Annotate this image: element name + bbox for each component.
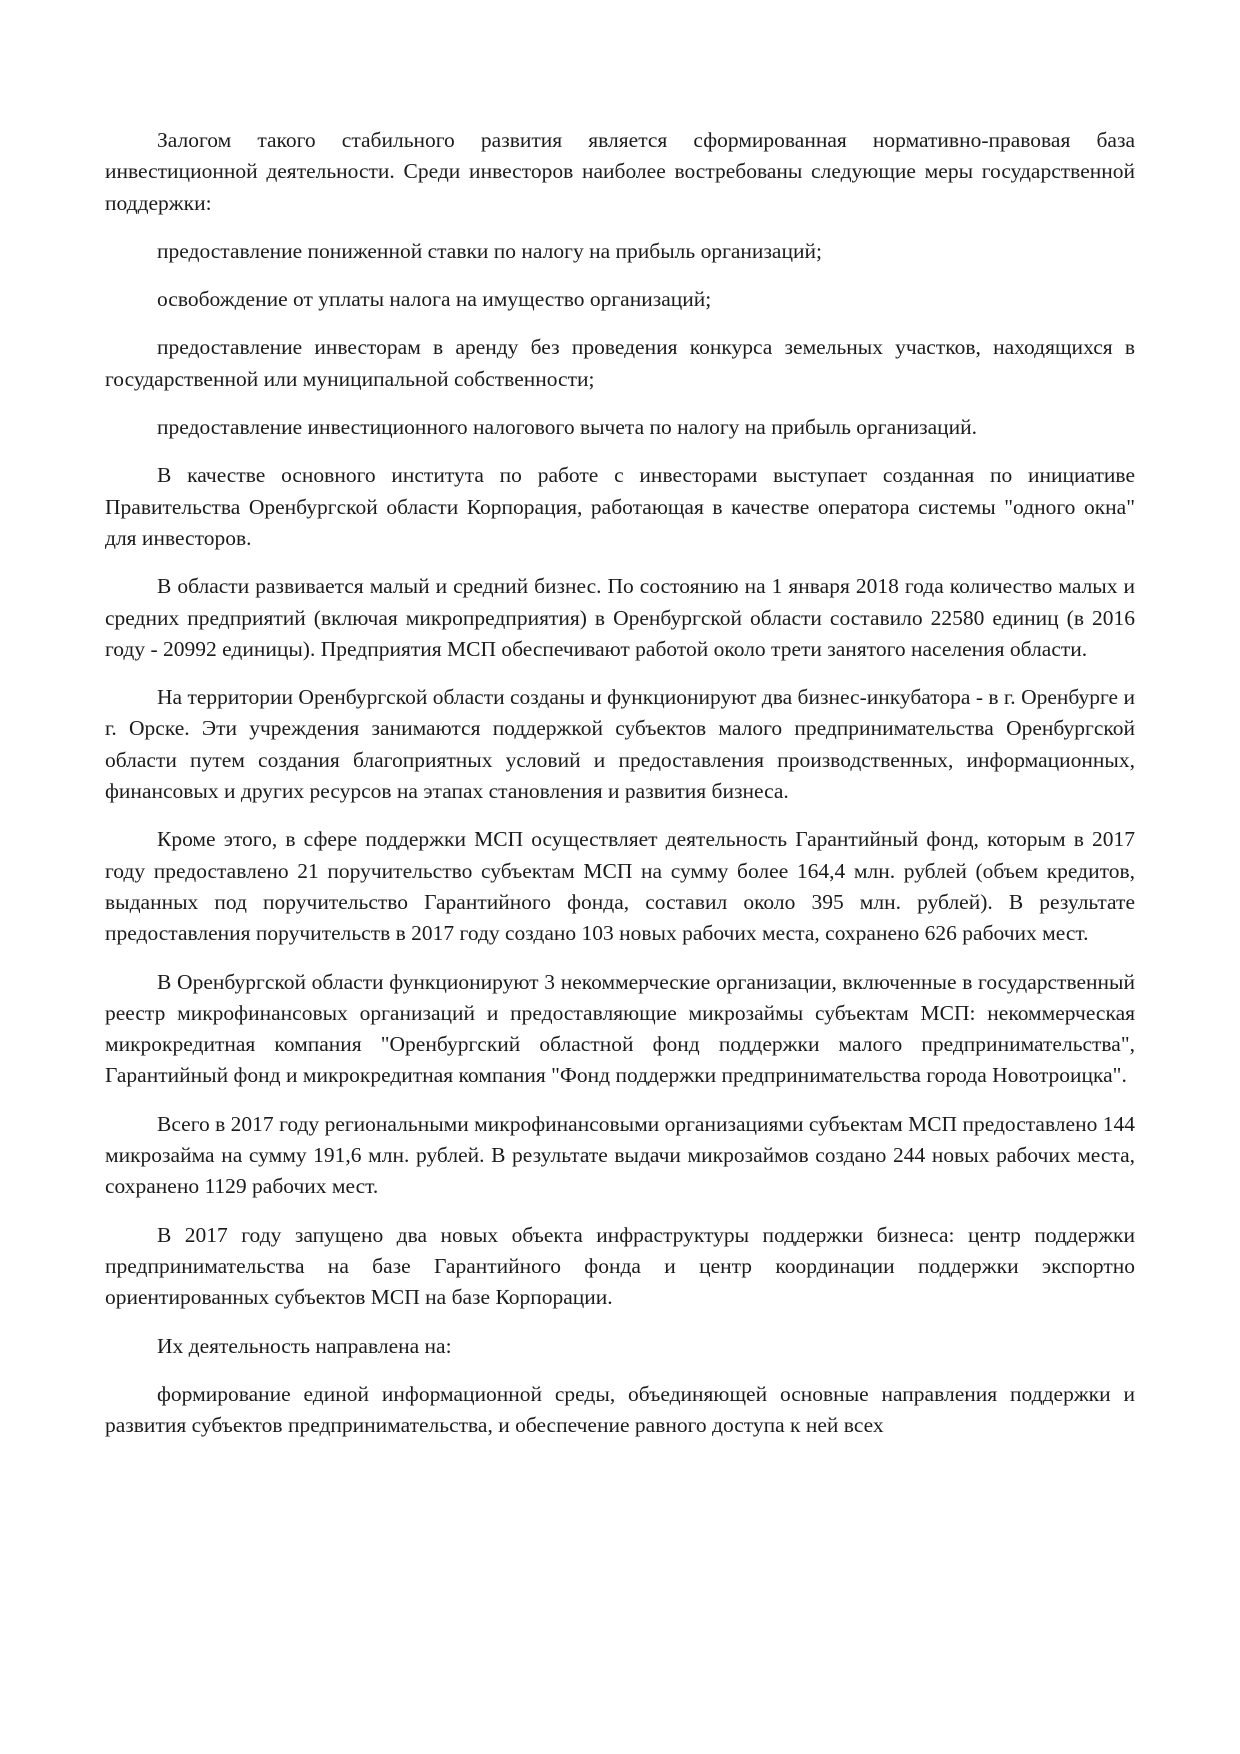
paragraph-5: предоставление инвестиционного налогового вычета по налогу на прибыль организаций. bbox=[157, 415, 978, 440]
document-text-column bbox=[105, 125, 1135, 1441]
paragraph-8: На территории Оренбургской области созданы и функционируют два бизнес-инкубатора - в г. Оренбурге и г. Орске. Эти учреждения занимаются поддержкой субъектов малого предпринимательства Оренбургской области путем создания благоприятных условий и предоставления производственных, информационных, финансовых и других ресурсов на этапах становления и развития бизнеса. bbox=[105, 685, 1135, 804]
paragraph-10: В Оренбургской области функционируют 3 некоммерческие организации, включенные в государственный реестр микрофинансовых организаций и предоставляющие микрозаймы субъектам МСП: некоммерческая микрокредитная компания "Оренбургский областной фонд поддержки малого предпринимательства", Гарантийный фонд и микрокредитная компания "Фонд поддержки предпринимательства города Новотроицка". bbox=[105, 969, 1135, 1088]
paragraph-12: В 2017 году запущено два новых объекта инфраструктуры поддержки бизнеса: центр поддержки предпринимательства на базе Гарантийного фонда и центр координации поддержки экспортно ориентированных субъектов МСП на базе Корпорации. bbox=[105, 1222, 1135, 1310]
paragraph-4: предоставление инвесторам в аренду без проведения конкурса земельных участков, находящихся в государственной или муниципальной собственности; bbox=[105, 335, 1135, 391]
paragraph-9: Кроме этого, в сфере поддержки МСП осуществляет деятельность Гарантийный фонд, которым в 2017 году предоставлено 21 поручительство субъектам МСП на сумму более 164,4 млн. рублей (объем кредитов, выданных под поручительство Гарантийного фонда, составил около 395 млн. рублей). В результате предоставления поручительств в 2017 году создано 103 новых рабочих места, сохранено 626 рабочих мест. bbox=[105, 827, 1135, 946]
paragraph-1: Залогом такого стабильного развития является сформированная нормативно-правовая база инвестиционной деятельности. Среди инвесторов наиболее востребованы следующие меры государственной поддержки: bbox=[105, 128, 1135, 215]
paragraph-6: В качестве основного института по работе с инвесторами выступает созданная по инициативе Правительства Оренбургской области Корпорация, работающая в качестве оператора системы "одного окна" для инвесторов. bbox=[105, 463, 1135, 550]
paragraph-14: формирование единой информационной среды, объединяющей основные направления поддержки и развития субъектов предпринимательства, и обеспечение равного доступа к ней всех bbox=[105, 1381, 1135, 1438]
paragraph-2: предоставление пониженной ставки по налогу на прибыль организаций; bbox=[157, 238, 822, 263]
paragraph-3: освобождение от уплаты налога на имущество организаций; bbox=[157, 287, 712, 312]
paragraph-13: Их деятельность направлена на: bbox=[157, 1333, 452, 1358]
paragraph-11: Всего в 2017 году региональными микрофинансовыми организациями субъектам МСП предоставлено 144 микрозайма на сумму 191,6 млн. рублей. В результате выдачи микрозаймов создано 244 новых рабочих места, сохранено 1129 рабочих мест. bbox=[105, 1111, 1135, 1199]
paragraph-7: В области развивается малый и средний бизнес. По состоянию на 1 января 2018 года количество малых и средних предприятий (включая микропредприятия) в Оренбургской области составило 22580 единиц (в 2016 году - 20992 единицы). Предприятия МСП обеспечивают работой около трети занятого населения области. bbox=[105, 574, 1135, 661]
